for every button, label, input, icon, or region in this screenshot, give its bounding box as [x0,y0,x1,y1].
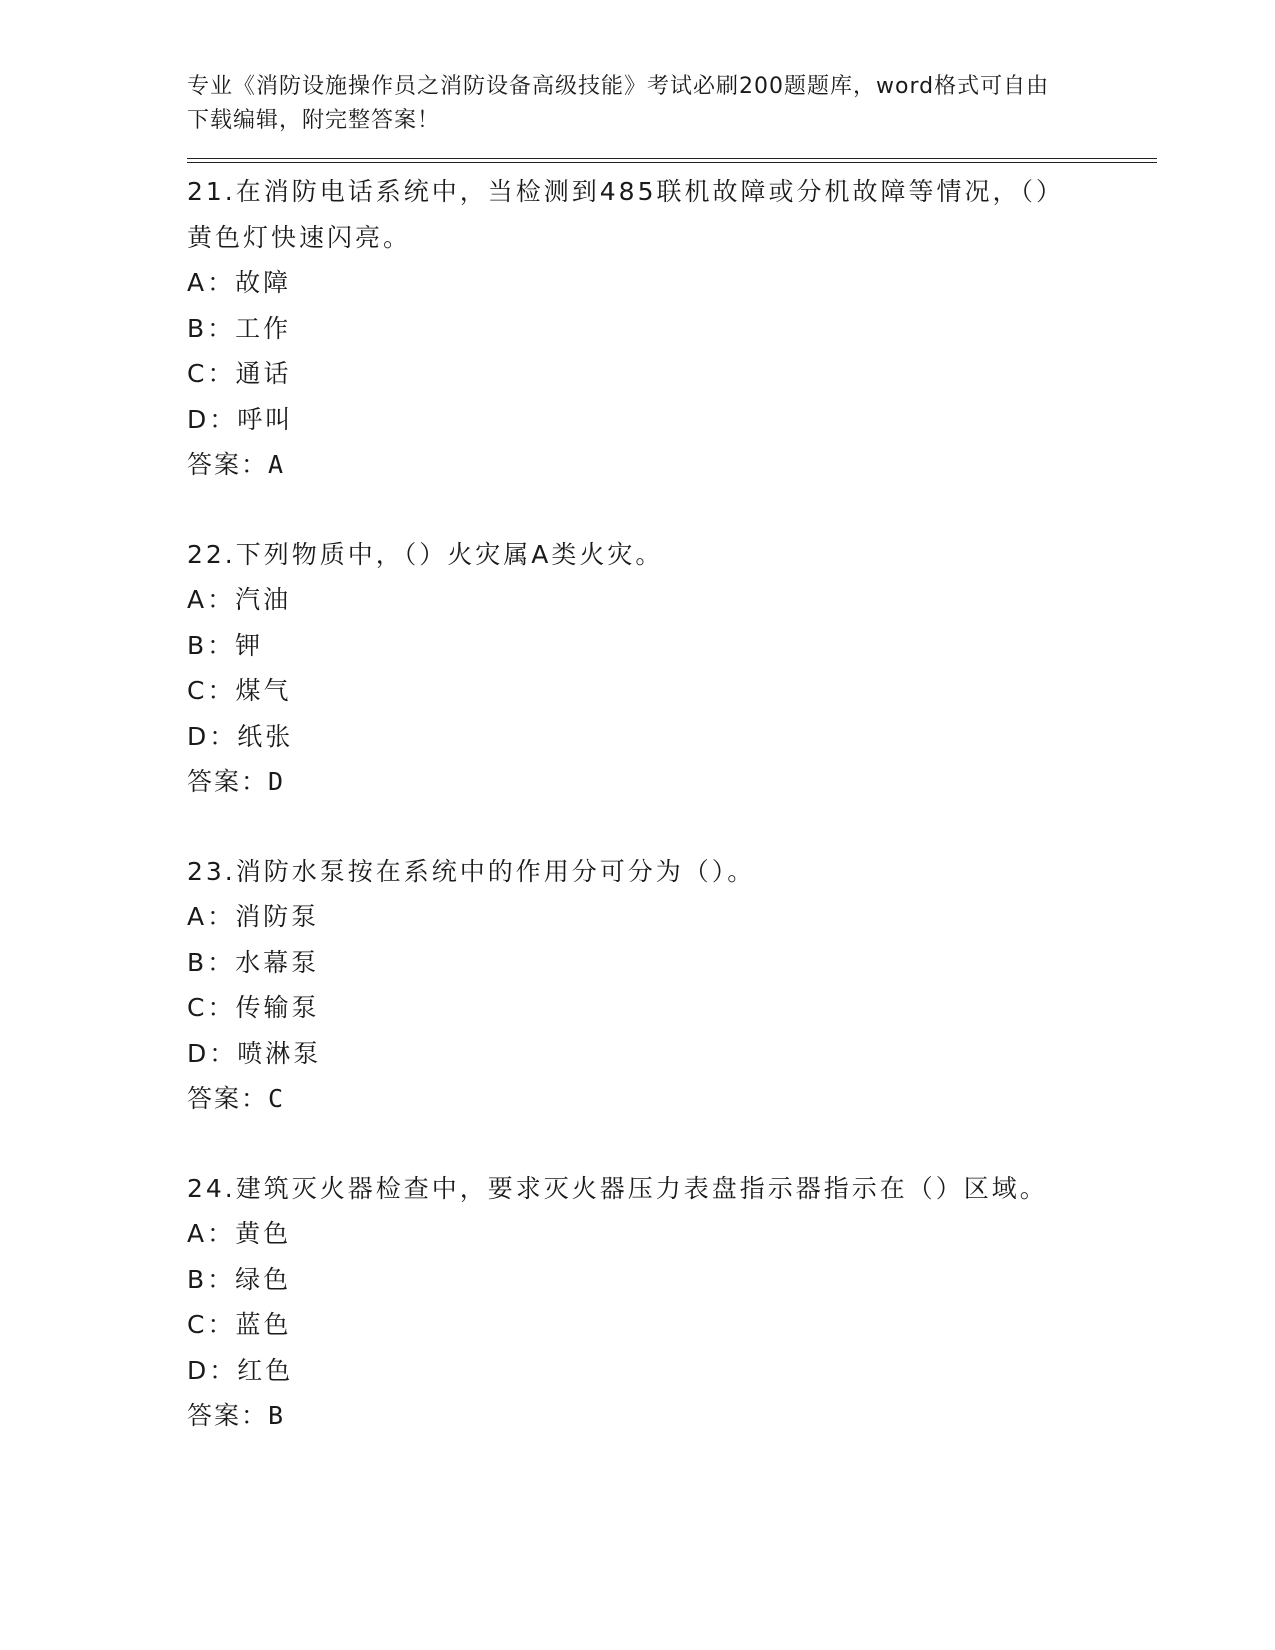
question-22 [187,532,1157,805]
question-21 [187,169,1157,488]
option-a: A：故障 [187,268,292,297]
answer-value: D [268,767,285,796]
document-page [187,70,1157,1483]
option-d: D：喷淋泵 [187,1038,322,1068]
option-b: B：钾 [187,630,264,660]
question-stem: 21.在消防电话系统中，当检测到485联机故障或分机故障等情况，（）黄色灯快速闪亮。 [187,177,1064,252]
option-d: D：红色 [187,1355,294,1385]
document-header: 专业《消防设施操作员之消防设备高级技能》考试必刷200题题库，word格式可自由下载编辑，附完整答案！ [187,74,1050,133]
answer-line [187,1393,1157,1439]
option-c: C：蓝色 [187,1310,292,1339]
question-stem: 23.消防水泵按在系统中的作用分可分为（）。 [187,856,756,886]
option-d: D：呼叫 [187,404,294,434]
answer-line [187,759,1157,805]
question-list [187,169,1157,1439]
answer-value: B [268,1401,285,1430]
option-a: A：消防泵 [187,902,320,931]
option-b: B：工作 [187,313,292,343]
answer-line [187,442,1157,488]
option-a: A：汽油 [187,585,292,614]
option-b: B：绿色 [187,1264,292,1294]
answer-label: 答案： [187,450,269,479]
answer-label: 答案： [187,1084,269,1113]
option-b: B：水幕泵 [187,947,320,977]
option-c: C：煤气 [187,676,292,705]
question-stem: 22.下列物质中，（）火灾属A类火灾。 [187,539,664,569]
answer-line [187,1076,1157,1122]
header-divider [187,158,1157,163]
answer-label: 答案： [187,1401,269,1430]
question-stem: 24.建筑灭火器检查中，要求灭火器压力表盘指示器指示在（）区域。 [187,1173,1048,1203]
option-d: D：纸张 [187,721,294,751]
question-23 [187,849,1157,1122]
answer-label: 答案： [187,767,269,796]
option-c: C：通话 [187,359,292,388]
question-24 [187,1166,1157,1439]
answer-value: C [268,1084,285,1113]
answer-value: A [268,450,285,479]
option-a: A：黄色 [187,1219,292,1248]
option-c: C：传输泵 [187,993,320,1022]
